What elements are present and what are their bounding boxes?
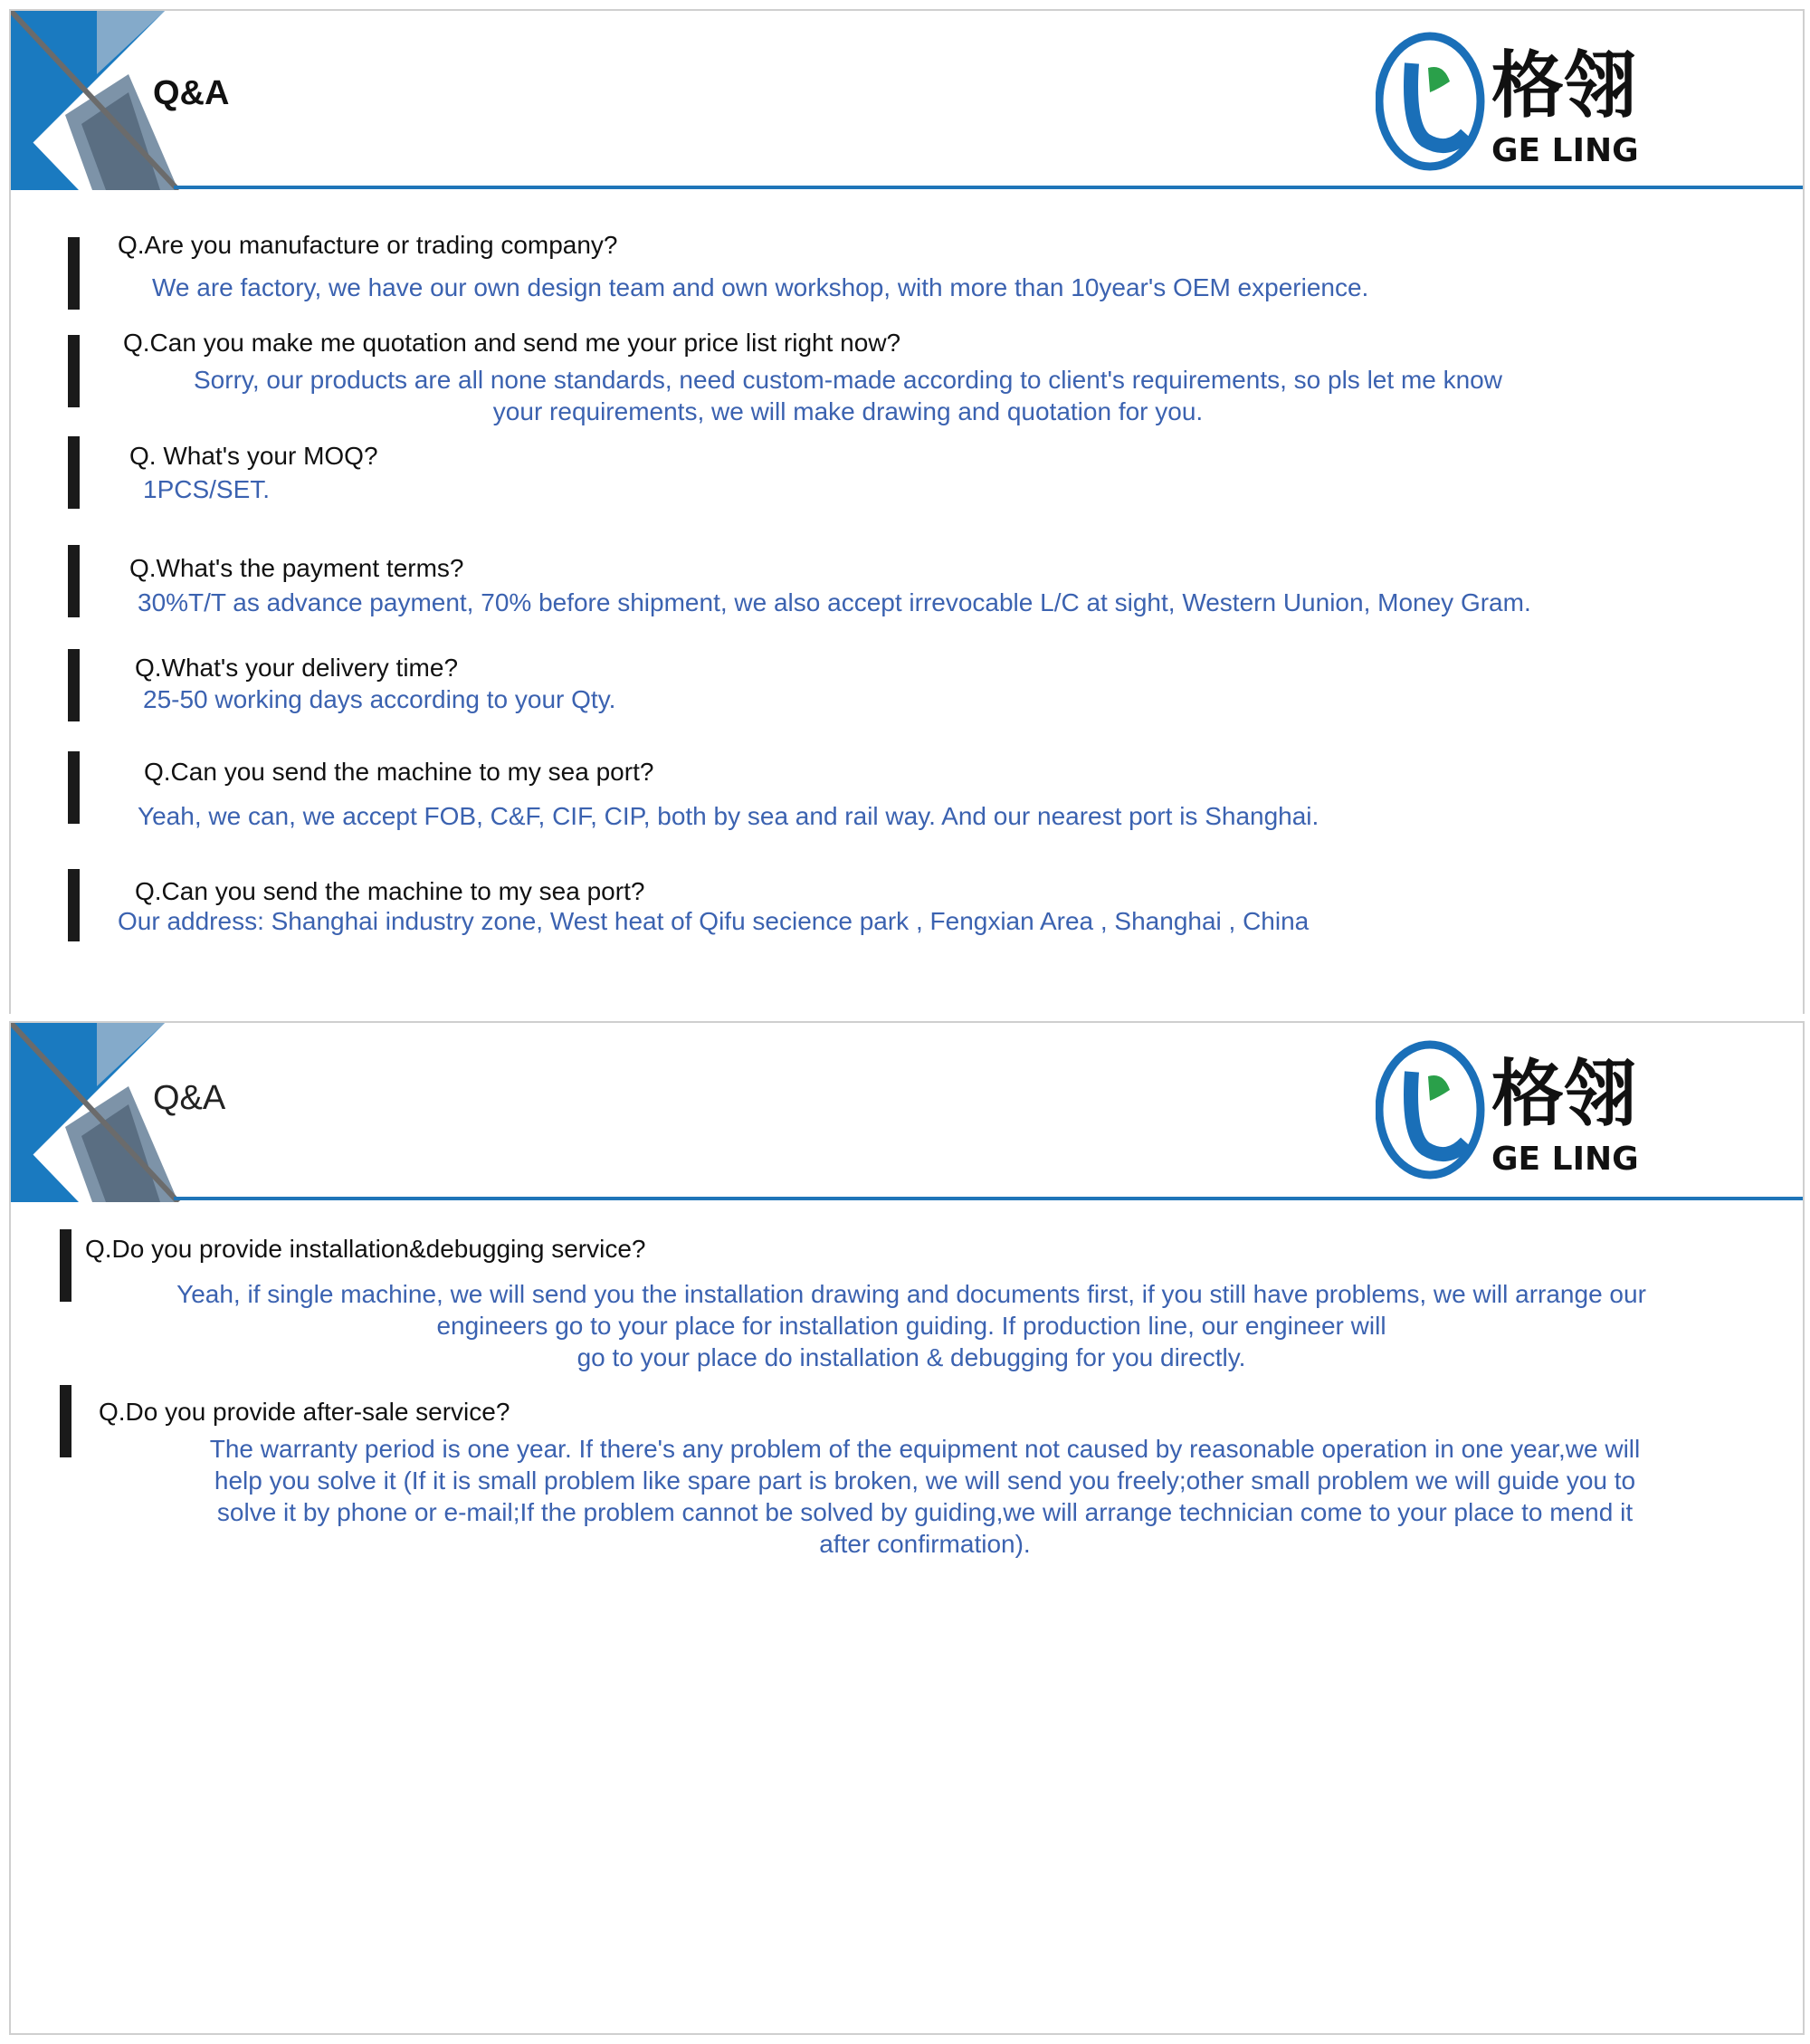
question-2: Q.Can you make me quotation and send me your price list right now? xyxy=(123,329,901,357)
question-marker xyxy=(68,649,80,721)
logo-chinese-name: 格翎 xyxy=(1491,1052,1636,1136)
logo-english-name: GE LING xyxy=(1491,132,1639,169)
question-marker xyxy=(60,1385,71,1457)
answer-2 xyxy=(138,364,1558,427)
question-marker xyxy=(68,869,80,941)
answer-7: Our address: Shanghai industry zone, West heat of Qifu secience park , Fengxian Area , Shanghai , China xyxy=(118,907,1310,935)
answer-3: 1PCS/SET. xyxy=(143,475,271,503)
question-marker xyxy=(68,436,80,509)
answer-9-line-1: The warranty period is one year. If there's any problem of the equipment not caused by reasonable operation in one year,we will xyxy=(209,1435,1641,1463)
answer-9-line-3: solve it by phone or e-mail;If the problem cannot be solved by guiding,we will arrange technician come to your place to mend it xyxy=(216,1498,1634,1526)
ge-ling-logo xyxy=(1376,1036,1647,1182)
question-marker xyxy=(60,1229,71,1302)
question-6: Q.Can you send the machine to my sea port? xyxy=(144,758,654,786)
answer-2-line-1: Sorry, our products are all none standards, need custom-made according to client's requirements, so pls let me know xyxy=(194,366,1502,394)
page-title: Q&A xyxy=(153,74,230,112)
header-rule xyxy=(174,186,1803,189)
answer-9 xyxy=(101,1433,1748,1560)
slide-qa-1 xyxy=(9,9,1805,1014)
answer-8-line-3: go to your place do installation & debugging for you directly. xyxy=(576,1343,1246,1371)
answer-9-line-4: after confirmation). xyxy=(819,1530,1031,1558)
ge-ling-logo xyxy=(1376,27,1647,174)
answer-8 xyxy=(83,1278,1739,1373)
question-marker xyxy=(68,335,80,407)
question-marker xyxy=(68,545,80,617)
answer-1: We are factory, we have our own design team and own workshop, with more than 10year's OEM experience. xyxy=(152,273,1369,301)
logo-english-name: GE LING xyxy=(1491,1141,1639,1178)
page-title: Q&A xyxy=(153,1079,226,1117)
question-8: Q.Do you provide installation&debugging service? xyxy=(85,1235,646,1263)
question-5: Q.What's your delivery time? xyxy=(135,654,459,682)
answer-5: 25-50 working days according to your Qty. xyxy=(143,685,616,713)
answer-6: Yeah, we can, we accept FOB, C&F, CIF, CIP, both by sea and rail way. And our nearest port is Shanghai. xyxy=(138,802,1319,830)
answer-4: 30%T/T as advance payment, 70% before shipment, we also accept irrevocable L/C at sight, Western Uunion, Money Gram. xyxy=(138,588,1531,616)
question-7: Q.Can you send the machine to my sea port? xyxy=(135,877,645,905)
header-rule xyxy=(174,1197,1803,1200)
logo-chinese-name: 格翎 xyxy=(1491,43,1636,128)
question-marker xyxy=(68,237,80,310)
question-4: Q.What's the payment terms? xyxy=(129,554,464,582)
answer-8-line-2: engineers go to your place for installation guiding. If production line, our engineer will xyxy=(436,1312,1386,1340)
answer-9-line-2: help you solve it (If it is small problem like spare part is broken, we will send you freely;other small problem we will guide you to xyxy=(214,1466,1636,1495)
question-1: Q.Are you manufacture or trading company? xyxy=(118,231,618,259)
question-marker xyxy=(68,751,80,824)
question-9: Q.Do you provide after-sale service? xyxy=(99,1398,510,1426)
slide-qa-2 xyxy=(9,1021,1805,2035)
answer-8-line-1: Yeah, if single machine, we will send you the installation drawing and documents first, if you still have problems, we will arrange our xyxy=(176,1280,1646,1308)
answer-2-line-2: your requirements, we will make drawing and quotation for you. xyxy=(492,397,1204,425)
question-3: Q. What's your MOQ? xyxy=(129,442,378,470)
